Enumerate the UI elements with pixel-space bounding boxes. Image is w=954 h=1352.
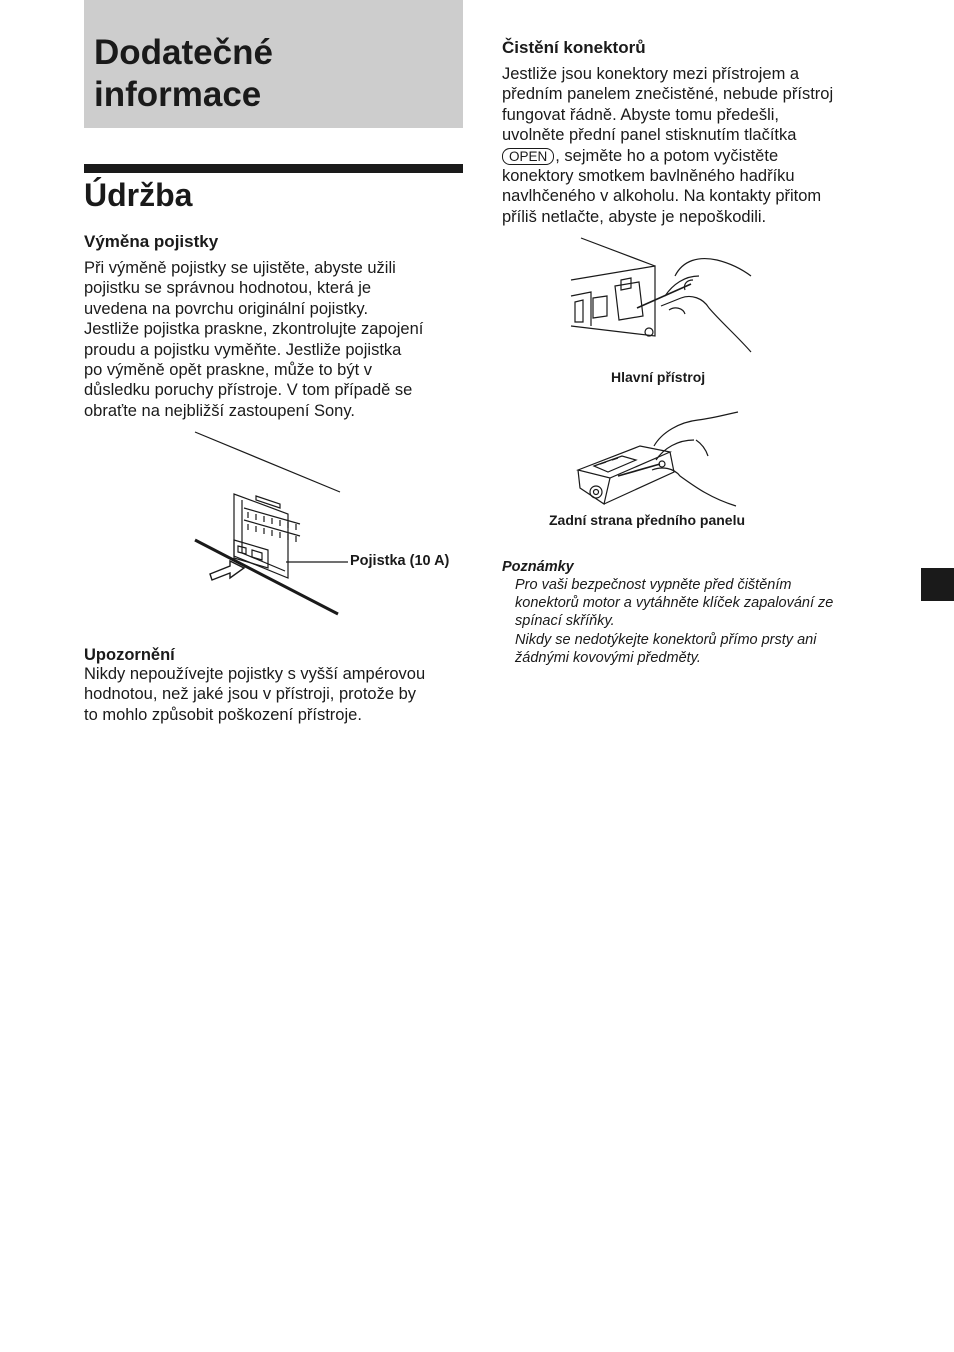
connectors-body	[502, 64, 882, 227]
caption-front-panel: Zadní strana předního panelu	[549, 512, 746, 528]
section-title: Údržba	[84, 177, 193, 213]
section-thumb-tab	[921, 568, 954, 601]
warning-body: Nikdy nepoužívejte pojistky s vyšší ampérovou hodnotou, než jaké jsou v přístroji, protože by to mohlo způsobit poškození přístroje.	[84, 665, 426, 724]
fuse-heading: Výměna pojistky	[84, 232, 219, 251]
section-rule	[84, 164, 463, 173]
caption-main-unit: Hlavní přístroj	[611, 369, 706, 385]
warning-heading: Upozornění	[84, 646, 175, 664]
open-key-label: OPEN	[502, 148, 554, 165]
front-panel-illustration	[570, 410, 745, 510]
connectors-heading: Čistění konektorů	[502, 38, 646, 57]
main-unit-illustration	[565, 236, 760, 361]
connectors-body-part2: , sejměte ho a potom vyčistěte konektory smotkem bavlněného hadříku navlhčeného v alkoholu. Na kontakty přitom příliš netlačte, abyste je nepoškodili.	[502, 146, 822, 226]
notes-heading: Poznámky	[502, 559, 574, 575]
connectors-body-part1: Jestliže jsou konektory mezi přístrojem a předním panelem znečistěné, nebude přístroj fungovat řádně. Abyste tomu předešli, uvolněte přední panel stisknutím tlačítka	[502, 65, 834, 145]
fuse-figure-label: Pojistka (10 A)	[350, 553, 450, 569]
fuse-body: Při výměně pojistky se ujistěte, abyste užili pojistku se správnou hodnotou, která je uvedena na povrchu originální pojistky. Jestliže pojistka praskne, zkontrolujte zapojení proudu a pojistku vyměňte. Jestliže pojistka po výměně opět praskne, může to být v důsledku poruchy přístroje. V tom případě se obraťte na nejbližší zastoupení Sony.	[84, 259, 424, 420]
notes-body: Pro vaši bezpečnost vypněte před čištěním konektorů motor a vytáhněte klíček zapalování ze spínací skříňky. Nikdy se nedotýkejte konektorů přímo prsty ani žádnými kovovými předměty.	[515, 577, 834, 666]
fuse-illustration	[190, 428, 470, 623]
chapter-header	[84, 0, 463, 128]
chapter-title: Dodatečné informace	[94, 33, 273, 114]
